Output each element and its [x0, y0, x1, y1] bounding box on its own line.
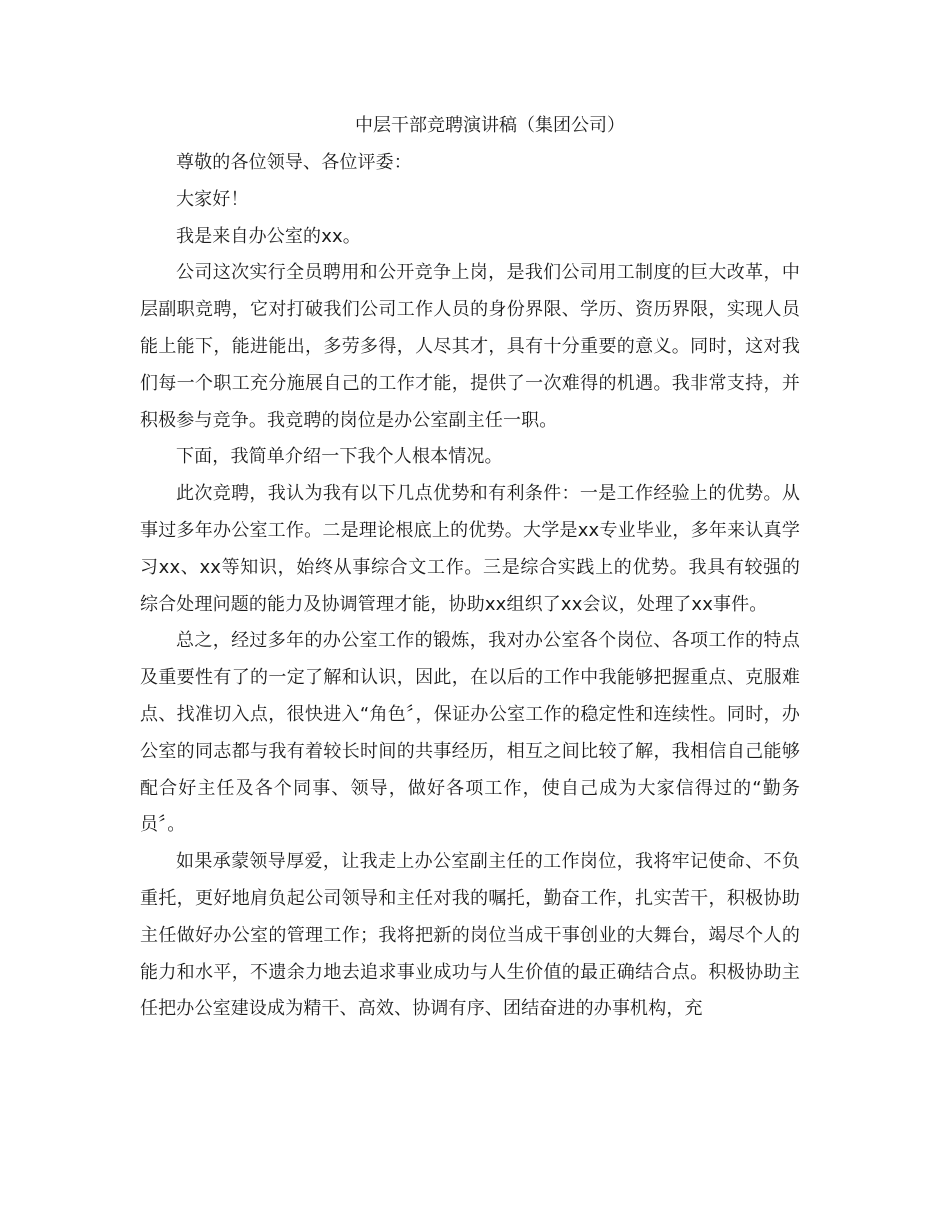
paragraph-reform: 公司这次实行全员聘用和公开竞争上岗，是我们公司用工制度的巨大改革，中层副职竞聘，它对打破我们公司工作人员的身份界限、学历、资历界限，实现人员能上能下，能进能出，多劳多得，人尽其才，具有十分重要的意义。同时，这对我们每一个职工充分施展自己的工作才能，提供了一次难得的机遇。我非常支持，并积极参与竞争。我竞聘的岗位是办公室副主任一职。 — [140, 262, 800, 431]
paragraph-summary: 总之，经过多年的办公室工作的锻炼，我对办公室各个岗位、各项工作的特点及重要性有了的一定了解和认识，因此，在以后的工作中我能够把握重点、克服难点、找准切入点，很快进入“角色〞，保证办公室工作的稳定性和连续性。同时，办公室的同志都与我有着较长时间的共事经历，相互之间比较了解，我相信自己能够配合好主任及各个同事、领导，做好各项工作，使自己成为大家信得过的“勤务员〞。 — [140, 630, 800, 836]
document-body — [140, 145, 800, 1028]
paragraph-personal-intro: 下面，我简单介绍一下我个人根本情况。 — [176, 446, 503, 468]
paragraph-commitment: 如果承蒙领导厚爱，让我走上办公室副主任的工作岗位，我将牢记使命、不负重托，更好地肩负起公司领导和主任对我的嘱托，勤奋工作，扎实苦干，积极协助主任做好办公室的管理工作；我将把新的岗位当成干事创业的大舞台，竭尽个人的能力和水平，不遗余力地去追求事业成功与人生价值的最正确结合点。积极协助主任把办公室建设成为精干、高效、协调有序、团结奋进的办事机构，充 — [140, 851, 800, 1020]
paragraph-advantages: 此次竞聘，我认为我有以下几点优势和有利条件：一是工作经验上的优势。从事过多年办公室工作。二是理论根底上的优势。大学是xx专业毕业，多年来认真学习xx、xx等知识，始终从事综合文工作。三是综合实践上的优势。我具有较强的综合处理问题的能力及协调管理才能，协助xx组织了xx会议，处理了xx事件。 — [140, 483, 800, 615]
paragraph-salutation: 尊敬的各位领导、各位评委： — [176, 152, 412, 173]
paragraph-introduction: 我是来自办公室的xx。 — [176, 225, 361, 247]
paragraph-greeting: 大家好！ — [176, 188, 249, 210]
document-title: 中层干部竞聘演讲稿（集团公司） — [355, 115, 625, 136]
